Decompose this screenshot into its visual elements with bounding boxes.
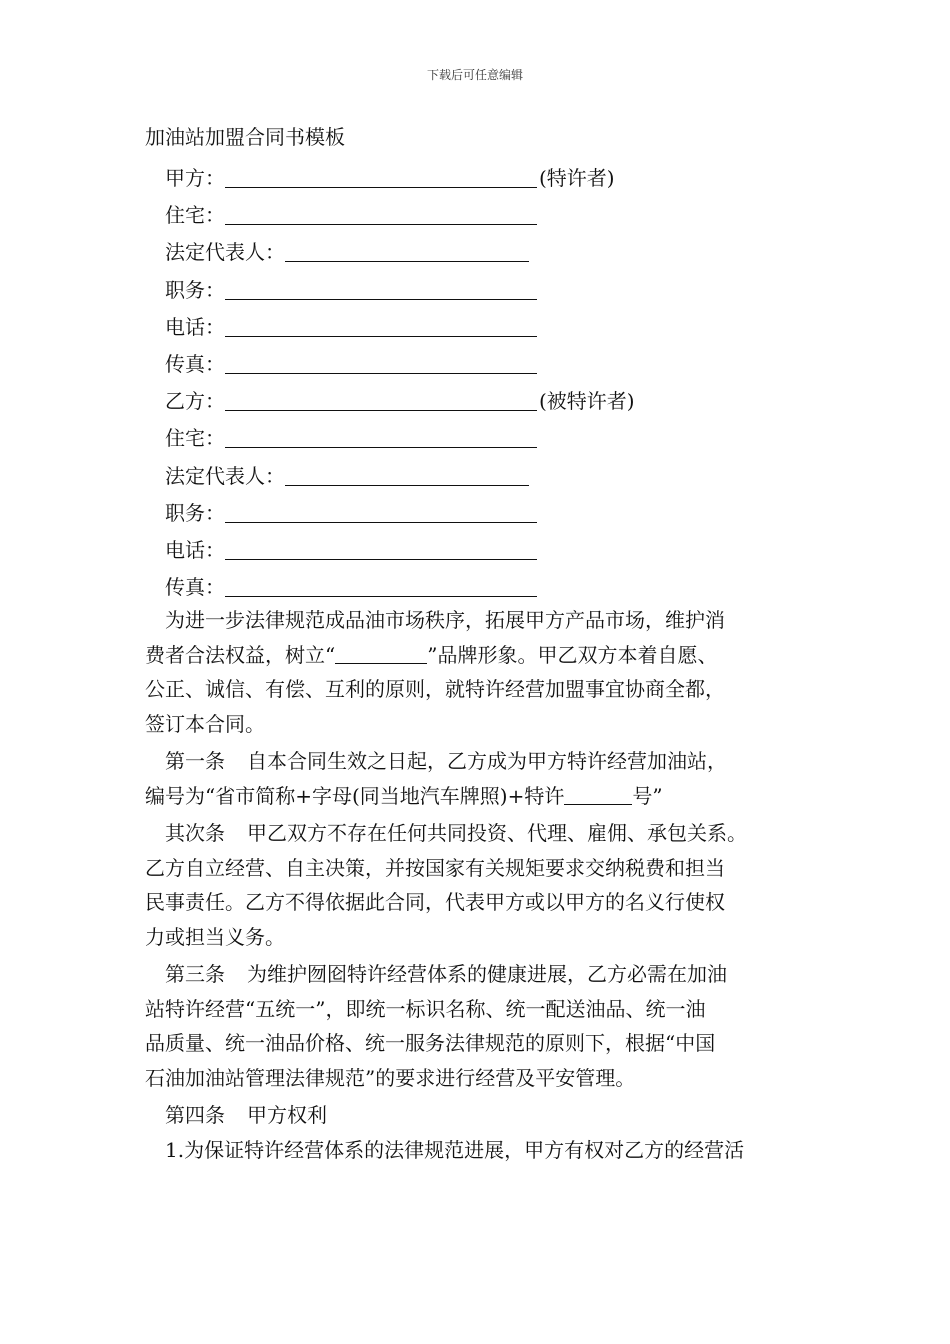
field-label: 住宅： — [165, 203, 225, 228]
number-blank — [564, 784, 632, 805]
field-blank — [285, 463, 529, 486]
field-label: 职务： — [165, 277, 225, 302]
article-title: 甲方权利 — [247, 1103, 327, 1127]
party-b-suffix: (被特许者) — [539, 389, 635, 414]
field-blank — [285, 239, 529, 262]
field-blank — [225, 537, 537, 560]
field-blank — [225, 500, 537, 523]
text-line: 签订本合同。 — [145, 711, 265, 736]
field-label: 住宅： — [165, 426, 225, 451]
party-b-address-row — [165, 418, 805, 455]
contract-body — [145, 603, 825, 1170]
party-b-position-row — [165, 493, 805, 530]
field-blank — [225, 314, 537, 337]
party-a-blank — [225, 165, 537, 188]
text-line: 公正、诚信、有偿、互利的原则，就特许经营加盟事宜协商全都， — [145, 677, 725, 701]
text-fragment: ”品牌形象。甲乙双方本着自愿、 — [427, 642, 718, 667]
text-fragment: 为维护囫囵特许经营体系的健康进展，乙方必需在加油 — [247, 962, 727, 986]
party-a-label: 甲方： — [165, 166, 225, 191]
text-line: 民事责任。乙方不得依据此合同，代表甲方或以甲方的名义行使权 — [145, 890, 725, 914]
text-fragment: 自本合同生效之日起，乙方成为甲方特许经营加油站， — [247, 749, 727, 773]
intro-paragraph — [145, 603, 825, 741]
text-line — [145, 779, 825, 814]
field-label: 传真： — [165, 352, 225, 377]
brand-blank — [335, 643, 427, 664]
article-3 — [145, 957, 825, 1095]
text-line: 1.为保证特许经营体系的法律规范进展，甲方有权对乙方的经营活 — [165, 1137, 745, 1162]
field-label: 电话： — [165, 537, 225, 562]
party-a-address-row — [165, 195, 805, 232]
header-note: 下载后可任意编辑 — [426, 68, 523, 82]
text-fragment: 甲乙双方不存在任何共同投资、代理、雇佣、承包关系。 — [247, 821, 747, 845]
field-label: 电话： — [165, 314, 225, 339]
text-line: 为进一步法律规范成品油市场秩序，拓展甲方产品市场，维护消 — [165, 608, 725, 632]
article-heading: 第三条 — [165, 962, 225, 986]
field-blank — [225, 425, 537, 448]
text-fragment: 费者合法权益，树立“ — [145, 642, 336, 667]
party-a-suffix: (特许者) — [539, 166, 615, 191]
party-b-legal-rep-row — [165, 456, 805, 493]
field-label: 传真： — [165, 575, 225, 600]
party-b-blank — [225, 388, 537, 411]
text-line: 乙方自立经营、自主决策，并按国家有关规矩要求交纳税费和担当 — [145, 855, 725, 880]
article-1 — [145, 744, 825, 813]
party-b-row — [165, 381, 805, 418]
text-line: 力或担当义务。 — [145, 924, 285, 949]
text-line: 品质量、统一油品价格、统一服务法律规范的原则下，根据“中国 — [145, 1031, 716, 1055]
text-fragment: 号” — [632, 783, 663, 808]
party-b-fax-row — [165, 567, 805, 604]
text-line — [145, 957, 825, 992]
article-2 — [145, 816, 825, 954]
article-heading: 第四条 — [165, 1103, 225, 1127]
article-heading: 第一条 — [165, 749, 225, 773]
field-label: 法定代表人： — [165, 240, 285, 265]
text-line — [145, 816, 825, 851]
party-fields — [165, 158, 805, 604]
party-b-phone-row — [165, 530, 805, 567]
party-a-legal-rep-row — [165, 232, 805, 269]
party-a-phone-row — [165, 307, 805, 344]
field-label: 法定代表人： — [165, 463, 285, 488]
article-heading: 其次条 — [165, 821, 225, 845]
text-line — [145, 1098, 825, 1133]
text-fragment: 编号为“省市简称+字母(同当地汽车牌照)+特许 — [145, 783, 565, 808]
party-a-row — [165, 158, 805, 195]
text-line — [145, 744, 825, 779]
text-line: 站特许经营“五统一”，即统一标识名称、统一配送油品、统一油 — [145, 996, 706, 1021]
document-title: 加油站加盟合同书模板 — [145, 125, 345, 149]
party-a-fax-row — [165, 344, 805, 381]
text-line — [145, 638, 825, 673]
party-b-label: 乙方： — [165, 389, 225, 414]
article-4 — [145, 1098, 825, 1167]
field-blank — [225, 277, 537, 300]
field-blank — [225, 202, 537, 225]
field-blank — [225, 351, 537, 374]
field-label: 职务： — [165, 500, 225, 525]
text-line: 石油加油站管理法律规范”的要求进行经营及平安管理。 — [145, 1065, 636, 1090]
party-a-position-row — [165, 270, 805, 307]
field-blank — [225, 574, 537, 597]
